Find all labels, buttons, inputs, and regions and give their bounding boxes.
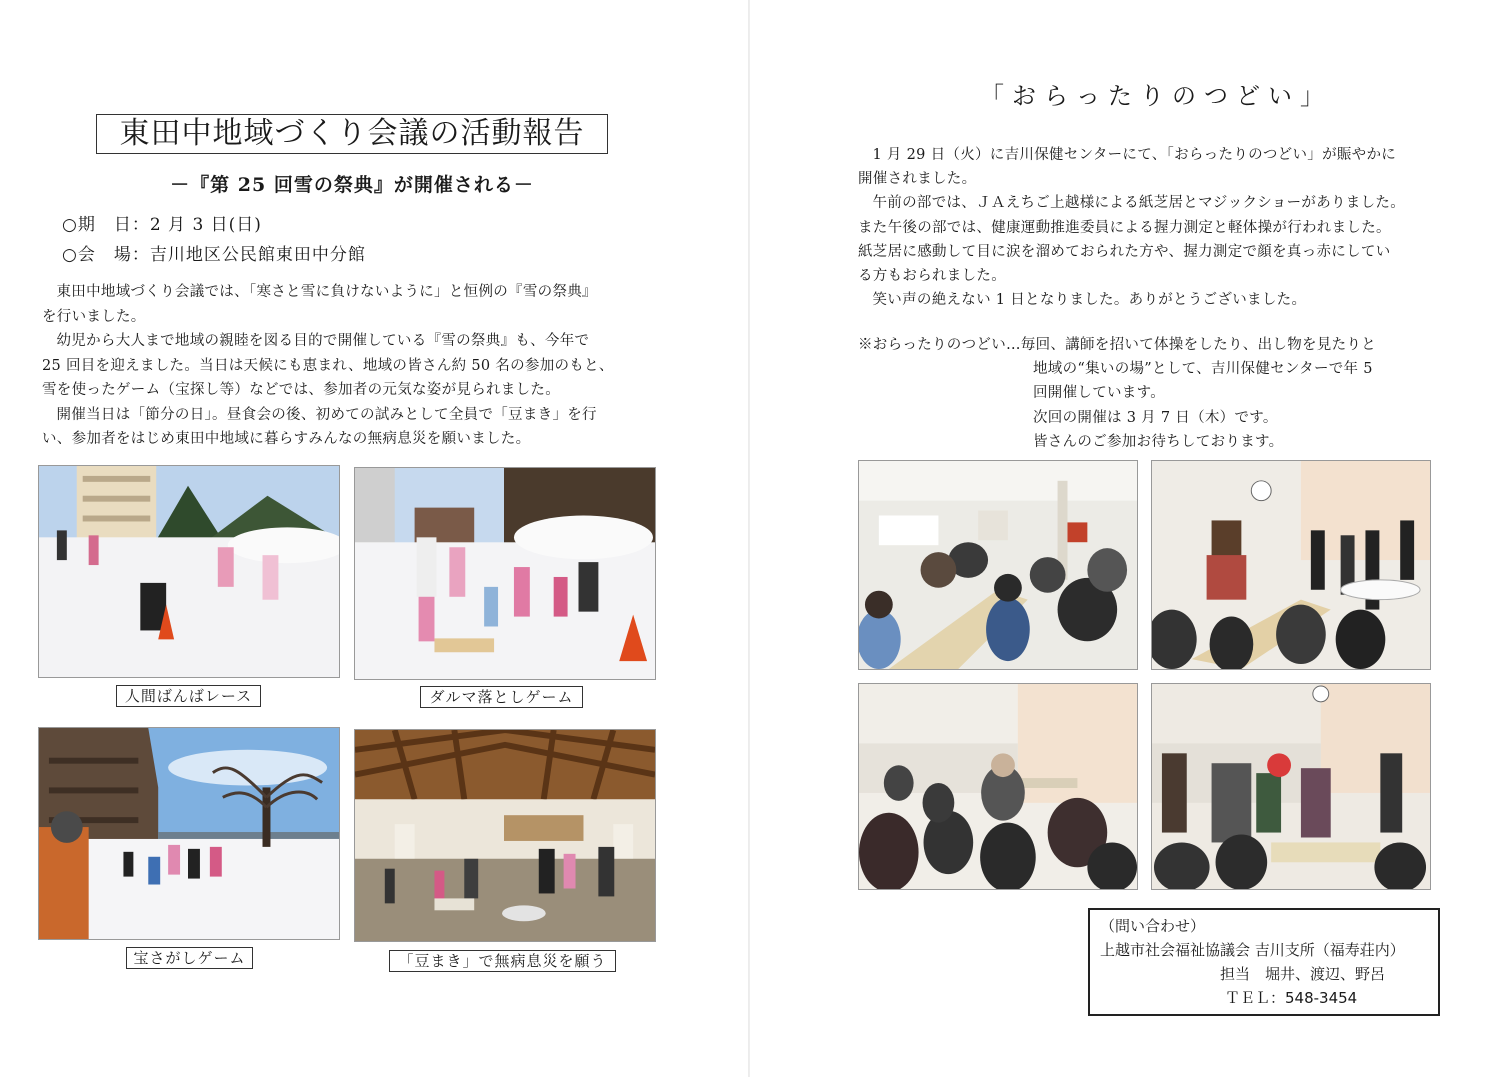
note-line: 回開催しています。	[1033, 385, 1166, 402]
photo-treasure-hunt	[38, 727, 340, 940]
event-line: 午前の部では、ＪＡえちご上越様による紙芝居とマジックショーがありました。	[872, 195, 1406, 212]
note-line: 皆さんのご参加お待ちしております。	[1033, 433, 1284, 450]
event-title: 「おらったりのつどい」	[980, 82, 1332, 110]
report-title: 東田中地域づくり会議の活動報告	[96, 114, 608, 154]
contact-phone: ＴＥＬ：548-3454	[1225, 989, 1358, 1007]
photo-sled-race	[38, 465, 340, 678]
photo-daruma-game	[354, 467, 656, 680]
event-line: 笑い声の絶えない 1 日となりました。ありがとうございました。	[872, 292, 1307, 309]
event-line: 紙芝居に感動して目に涙を溜めておられた方や、握力測定で顔を真っ赤にしてい	[858, 243, 1391, 260]
note-line: 地域の“集いの場”として、吉川保健センターで年 5	[1033, 361, 1373, 378]
page-fold	[748, 0, 750, 1077]
contact-staff: 担当 堀井、渡辺、野呂	[1220, 965, 1386, 983]
report-line: 25 回目を迎えました。当日は天候にも恵まれ、地域の皆さん約 50 名の参加のもと、	[42, 357, 614, 374]
event-line: 1 月 29 日（火）に吉川保健センターにて、「おらったりのつどい」が賑やかに	[872, 147, 1397, 163]
right-page	[755, 0, 1500, 1077]
report-line: 雪を使ったゲーム（宝探し等）などでは、参加者の元気な姿が見られました。	[42, 382, 560, 398]
event-line: 開催されました。	[858, 171, 977, 188]
caption-sled-race: 人間ばんばレース	[116, 685, 261, 707]
report-body	[42, 280, 662, 452]
photo-light-exercise	[1151, 683, 1431, 890]
event-note	[858, 333, 1448, 454]
caption-daruma-game: ダルマ落としゲーム	[420, 686, 583, 708]
caption-bean-throwing: 「豆まき」で無病息災を願う	[389, 950, 616, 972]
report-subtitle: －『第 25 回雪の祭典』が開催される－	[170, 174, 534, 196]
report-line: 開催当日は「節分の日」。昼食会の後、初めての試みとして全員で「豆まき」を行	[56, 406, 597, 423]
contact-heading: （問い合わせ）	[1100, 917, 1206, 935]
note-line: ※おらったりのつどい…毎回、講師を招いて体操をしたり、出し物を見たりと	[858, 337, 1376, 353]
event-line: る方もおられました。	[858, 268, 1006, 285]
left-page	[0, 0, 745, 1077]
event-venue: ○会 場：吉川地区公民館東田中分館	[62, 245, 366, 265]
report-line: い、参加者をはじめ東田中地域に暮らすみんなの無病息災を願いました。	[42, 431, 531, 447]
photo-kamishibai-audience	[858, 460, 1138, 670]
photo-bean-throwing	[354, 729, 656, 942]
contact-box	[1088, 908, 1440, 1016]
report-line: 東田中地域づくり会議では、「寒さと雪に負けないように」と恒例の『雪の祭典』	[56, 284, 597, 300]
note-line: 次回の開催は 3 月 7 日（木）です。	[1033, 409, 1278, 426]
event-body	[858, 143, 1448, 312]
caption-treasure-hunt: 宝さがしゲーム	[126, 947, 253, 969]
event-date: ○期 日：2 月 3 日(日)	[62, 215, 262, 235]
photo-grip-test	[858, 683, 1138, 890]
photo-magic-show	[1151, 460, 1431, 670]
contact-organization: 上越市社会福祉協議会 吉川支所（福寿荘内）	[1100, 941, 1405, 959]
report-line: 幼児から大人まで地域の親睦を図る目的で開催している『雪の祭典』も、今年で	[56, 333, 590, 349]
event-line: また午後の部では、健康運動推進委員による握力測定と軽体操が行われました。	[858, 219, 1391, 236]
report-line: を行いました。	[42, 308, 146, 325]
